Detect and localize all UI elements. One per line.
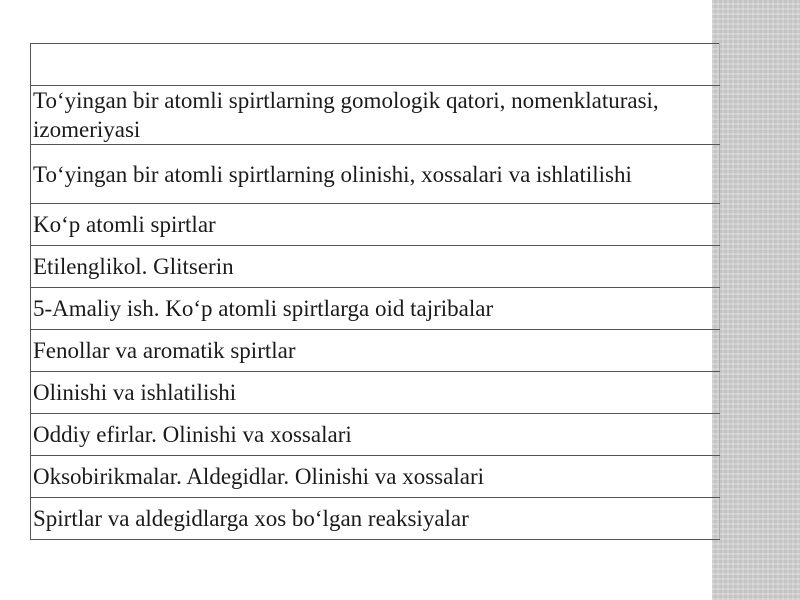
table-cell: Olinishi va ishlatilishi: [31, 372, 720, 414]
table-row: [31, 498, 720, 540]
table-cell: Oksobirikmalar. Aldegidlar. Olinishi va xossalari: [31, 456, 720, 498]
table-row: [31, 204, 720, 246]
table-cell: To‘yingan bir atomli spirtlarning gomologik qatori, nomenklaturasi, izomeriyasi: [31, 86, 720, 145]
table-row: [31, 86, 720, 145]
table-cell: Spirtlar va aldegidlarga xos bo‘lgan reaksiyalar: [31, 498, 720, 540]
table-row: [31, 246, 720, 288]
table-header-cell: [31, 44, 720, 86]
table-row: [31, 330, 720, 372]
table-cell: Ko‘p atomli spirtlar: [31, 204, 720, 246]
topics-table: [30, 43, 720, 540]
decorative-side-panel: [712, 0, 800, 600]
table-cell: To‘yingan bir atomli spirtlarning olinishi, xossalari va ishlatilishi: [31, 145, 720, 204]
table-row: [31, 456, 720, 498]
table-cell: Etilenglikol. Glitserin: [31, 246, 720, 288]
table-row: [31, 372, 720, 414]
table-cell: Oddiy efirlar. Olinishi va xossalari: [31, 414, 720, 456]
table-cell: 5-Amaliy ish. Ko‘p atomli spirtlarga oid tajribalar: [31, 288, 720, 330]
table-row: [31, 414, 720, 456]
table-cell: Fenollar va aromatik spirtlar: [31, 330, 720, 372]
table-row: [31, 145, 720, 204]
table-header-row: [31, 44, 720, 86]
table-row: [31, 288, 720, 330]
